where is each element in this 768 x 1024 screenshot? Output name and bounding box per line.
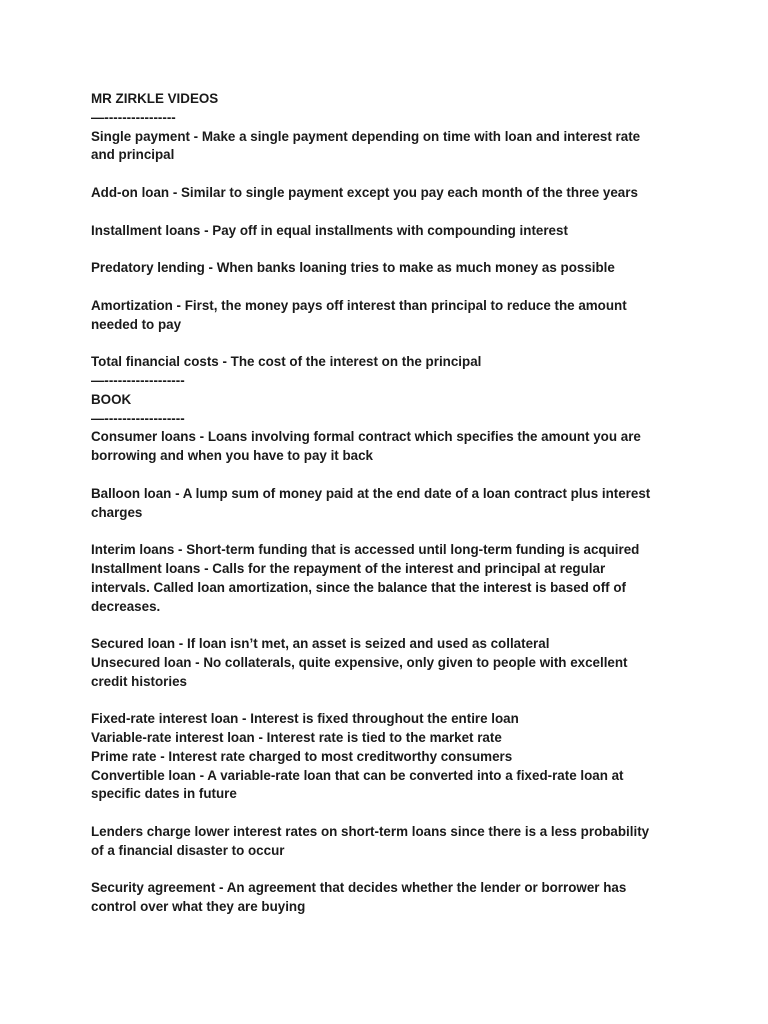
paragraph-gap — [91, 861, 691, 880]
definition-security-agreement: Security agreement - An agreement that decides whether the lender or borrower has — [91, 880, 627, 896]
definition-convertible-loan: Convertible loan - A variable-rate loan that can be converted into a fixed-rate loan at — [91, 767, 624, 783]
definition-balloon-loan-cont: charges — [91, 504, 143, 520]
paragraph-gap — [91, 334, 691, 353]
definition-convertible-loan-cont: specific dates in future — [91, 786, 237, 802]
definition-amortization-cont: needed to pay — [91, 316, 182, 332]
definition-single-payment-cont: and principal — [91, 147, 175, 163]
definition-consumer-loans: Consumer loans - Loans involving formal contract which specifies the amount you are — [91, 429, 641, 445]
definition-prime-rate: Prime rate - Interest rate charged to most creditworthy consumers — [91, 748, 513, 764]
paragraph-gap — [91, 466, 691, 485]
section-heading-book: BOOK — [91, 391, 132, 407]
definition-unsecured-loan: Unsecured loan - No collaterals, quite expensive, only given to people with excellent — [91, 654, 628, 670]
definition-single-payment: Single payment - Make a single payment depending on time with loan and interest rate — [91, 128, 641, 144]
definition-predatory-lending: Predatory lending - When banks loaning tries to make as much money as possible — [91, 260, 615, 276]
definition-consumer-loans-cont: borrowing and when you have to pay it back — [91, 448, 373, 464]
paragraph-gap — [91, 616, 691, 635]
definition-installment-loans-book-cont: decreases. — [91, 598, 161, 614]
definition-variable-rate-loan: Variable-rate interest loan - Interest rate is tied to the market rate — [91, 730, 502, 746]
paragraph-gap — [91, 203, 691, 222]
paragraph-gap — [91, 692, 691, 711]
paragraph-gap — [91, 278, 691, 297]
note-lenders-rates: Lenders charge lower interest rates on short-term loans since there is a less probability — [91, 824, 650, 840]
divider-rule: —------------------ — [91, 372, 185, 388]
definition-secured-loan: Secured loan - If loan isn’t met, an asset is seized and used as collateral — [91, 636, 550, 652]
definition-installment-loans-video: Installment loans - Pay off in equal installments with compounding interest — [91, 222, 568, 238]
definition-installment-loans-book: Installment loans - Calls for the repayment of the interest and principal at regular — [91, 560, 606, 576]
definition-interim-loans: Interim loans - Short-term funding that is accessed until long-term funding is acquired — [91, 542, 640, 558]
paragraph-gap — [91, 240, 691, 259]
divider-rule: —------------------ — [91, 410, 185, 426]
divider-rule: —---------------- — [91, 109, 176, 125]
definition-security-agreement-cont: control over what they are buying — [91, 899, 306, 915]
paragraph-gap — [91, 522, 691, 541]
paragraph-gap — [91, 804, 691, 823]
definition-add-on-loan: Add-on loan - Similar to single payment except you pay each month of the three years — [91, 184, 638, 200]
definition-total-financial-costs: Total financial costs - The cost of the interest on the principal — [91, 354, 482, 370]
definition-balloon-loan: Balloon loan - A lump sum of money paid at the end date of a loan contract plus interest — [91, 485, 651, 501]
document-page — [91, 90, 691, 917]
definition-amortization: Amortization - First, the money pays off interest than principal to reduce the amount — [91, 297, 627, 313]
definition-fixed-rate-loan: Fixed-rate interest loan - Interest is fixed throughout the entire loan — [91, 711, 519, 727]
paragraph-gap — [91, 165, 691, 184]
definition-unsecured-loan-cont: credit histories — [91, 673, 187, 689]
definition-installment-loans-book-cont: intervals. Called loan amortization, since the balance that the interest is based off of — [91, 579, 627, 595]
section-heading-videos: MR ZIRKLE VIDEOS — [91, 91, 219, 106]
note-lenders-rates-cont: of a financial disaster to occur — [91, 842, 285, 858]
